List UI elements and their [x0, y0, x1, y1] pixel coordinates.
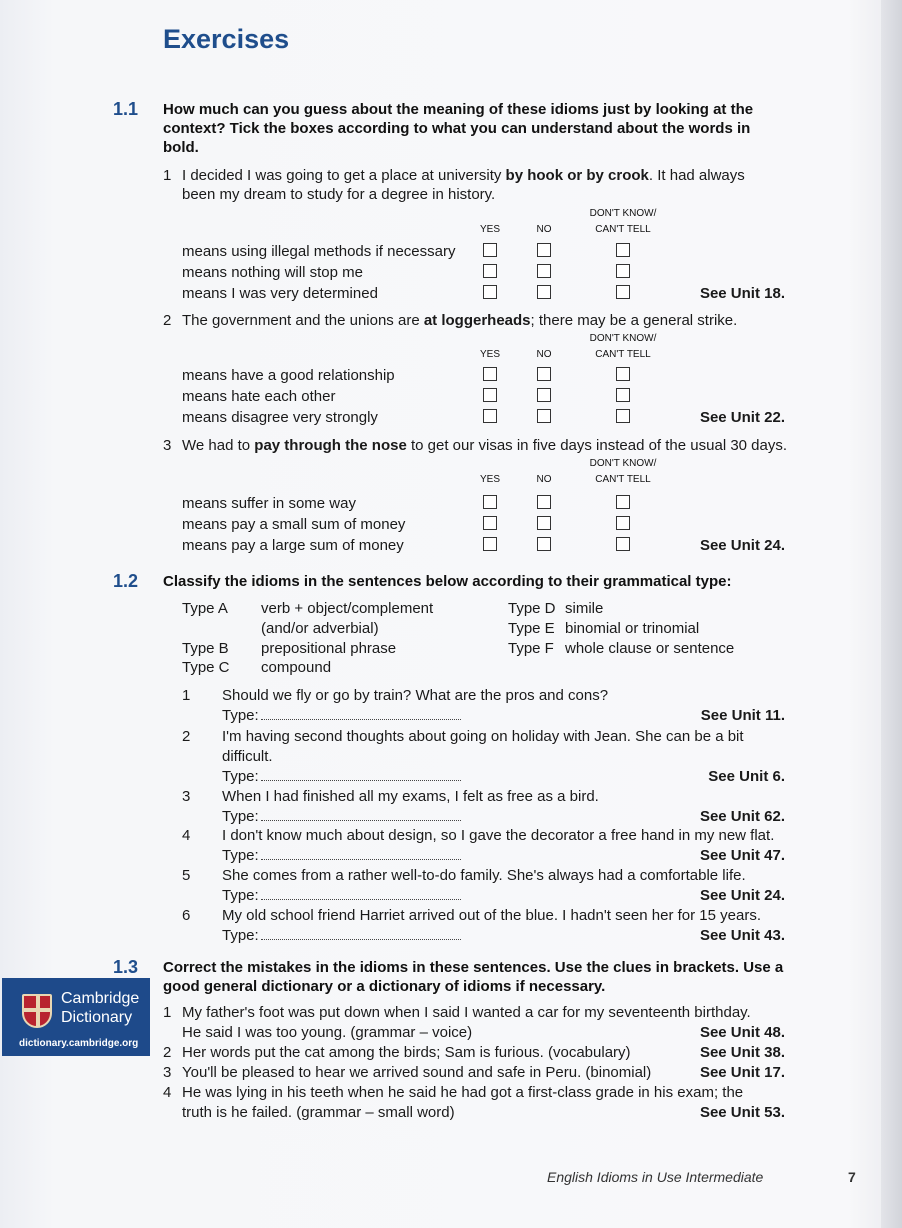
checkbox-yes[interactable]	[483, 367, 497, 381]
exercise-instruction	[163, 958, 783, 996]
instruction-line: How much can you guess about the meaning of these idioms just by looking at the	[163, 101, 754, 118]
checkbox-no[interactable]	[537, 264, 551, 278]
header-dont-know: DON'T KNOW/	[589, 333, 657, 344]
see-unit: See Unit 22.	[699, 409, 785, 426]
checkbox-dk[interactable]	[616, 409, 630, 423]
option-text: means have a good relationship	[182, 367, 395, 384]
checkbox-dk[interactable]	[616, 516, 630, 530]
sentence-text: The government and the unions are	[182, 312, 424, 329]
option-text: means suffer in some way	[182, 495, 356, 512]
header-no: NO	[536, 349, 552, 360]
item-sentence: I'm having second thoughts about going on holiday with Jean. She can be a bit	[222, 728, 744, 745]
type-label: Type:	[222, 847, 259, 864]
see-unit: See Unit 11.	[700, 707, 785, 724]
type-label: Type D	[508, 600, 556, 617]
checkbox-no[interactable]	[537, 495, 551, 509]
page-number: 7	[848, 1169, 856, 1185]
item-sentence-cont: truth is he failed. (grammar – small word)	[182, 1104, 455, 1121]
type-answer-line	[222, 767, 461, 786]
item-sentence: When I had finished all my exams, I felt as free as a bird.	[222, 788, 599, 805]
item-number: 1	[182, 687, 191, 704]
checkbox-yes[interactable]	[483, 243, 497, 257]
item-number: 2	[163, 1044, 172, 1061]
header-cant-tell: CAN'T TELL	[595, 349, 651, 360]
instruction-line: Correct the mistakes in the idioms in these sentences. Use the clues in brackets. Use a	[163, 959, 784, 976]
item-sentence: Her words put the cat among the birds; Sam is furious. (vocabulary)	[182, 1044, 631, 1061]
header-yes: YES	[479, 474, 500, 485]
exercise-instruction	[163, 100, 753, 157]
header-dont-know: DON'T KNOW/	[589, 458, 657, 469]
checkbox-dk[interactable]	[616, 243, 630, 257]
type-label: Type F	[508, 640, 554, 657]
idiom-bold: by hook or by crook	[505, 167, 649, 184]
item-number: 3	[182, 788, 191, 805]
item-sentence-cont: difficult.	[222, 748, 273, 765]
type-text: binomial or trinomial	[565, 620, 700, 637]
option-text: means pay a large sum of money	[182, 537, 404, 554]
header-dont-know: DON'T KNOW/	[589, 208, 657, 219]
checkbox-dk[interactable]	[616, 285, 630, 299]
checkbox-no[interactable]	[537, 243, 551, 257]
see-unit: See Unit 24.	[699, 887, 785, 904]
item-sentence	[182, 311, 737, 330]
checkbox-no[interactable]	[537, 537, 551, 551]
item-sentence	[182, 166, 745, 185]
checkbox-yes[interactable]	[483, 264, 497, 278]
checkbox-dk[interactable]	[616, 495, 630, 509]
crest-icon	[22, 994, 52, 1028]
item-number: 1	[163, 1004, 172, 1021]
see-unit: See Unit 18.	[699, 285, 785, 302]
item-sentence-cont: He said I was too young. (grammar – voice)	[182, 1024, 473, 1041]
type-text: whole clause or sentence	[565, 640, 735, 657]
idiom-bold: at loggerheads	[423, 312, 531, 329]
exercise-number: 1.2	[113, 571, 139, 591]
type-label: Type E	[508, 620, 555, 637]
checkbox-no[interactable]	[537, 388, 551, 402]
see-unit: See Unit 53.	[699, 1104, 785, 1121]
item-sentence: She comes from a rather well-to-do family. She's always had a comfortable life.	[222, 867, 746, 884]
header-no: NO	[536, 474, 552, 485]
logo-line: Cambridge	[61, 990, 140, 1007]
option-text: means nothing will stop me	[182, 264, 363, 281]
type-label: Type:	[222, 768, 259, 785]
book-title-footer: English Idioms in Use Intermediate	[547, 1169, 764, 1185]
checkbox-dk[interactable]	[616, 367, 630, 381]
option-text: means disagree very strongly	[182, 409, 378, 426]
item-sentence	[182, 436, 787, 455]
header-yes: YES	[479, 224, 500, 235]
logo-url: dictionary.cambridge.org	[19, 1038, 139, 1049]
sentence-text: I decided I was going to get a place at university	[182, 167, 506, 184]
see-unit: See Unit 6.	[708, 768, 785, 785]
type-answer-line	[222, 706, 461, 725]
type-text: prepositional phrase	[261, 640, 397, 657]
option-text: means I was very determined	[182, 285, 378, 302]
item-number: 1	[163, 167, 172, 184]
sentence-text: We had to	[182, 437, 255, 454]
checkbox-yes[interactable]	[483, 409, 497, 423]
checkbox-dk[interactable]	[616, 264, 630, 278]
see-unit: See Unit 62.	[699, 808, 785, 825]
answer-blank[interactable]	[261, 807, 461, 821]
header-cant-tell: CAN'T TELL	[595, 224, 651, 235]
answer-blank[interactable]	[261, 706, 461, 720]
instruction-line: context? Tick the boxes according to what you can understand about the words in	[163, 120, 751, 137]
item-number: 5	[182, 867, 191, 884]
header-cant-tell: CAN'T TELL	[595, 474, 651, 485]
checkbox-dk[interactable]	[616, 388, 630, 402]
type-label: Type A	[182, 600, 228, 617]
sentence-text: . It had always	[648, 167, 745, 184]
answer-blank[interactable]	[261, 846, 461, 860]
answer-blank[interactable]	[261, 886, 461, 900]
item-number: 2	[182, 728, 191, 745]
item-sentence: Should we fly or go by train? What are the pros and cons?	[222, 687, 609, 704]
instruction-line: good general dictionary or a dictionary of idioms if necessary.	[163, 978, 606, 995]
type-answer-line	[222, 846, 461, 865]
item-number: 4	[163, 1084, 172, 1101]
checkbox-no[interactable]	[537, 367, 551, 381]
type-answer-line	[222, 886, 461, 905]
item-sentence-cont: been my dream to study for a degree in history.	[182, 186, 496, 203]
option-text: means hate each other	[182, 388, 336, 405]
type-text: verb + object/complement	[261, 600, 434, 617]
sentence-text: ; there may be a general strike.	[530, 312, 738, 329]
checkbox-yes[interactable]	[483, 285, 497, 299]
header-yes: YES	[479, 349, 500, 360]
type-text: (and/or adverbial)	[261, 620, 379, 637]
item-sentence: I don't know much about design, so I gave the decorator a free hand in my new flat.	[222, 827, 775, 844]
checkbox-yes[interactable]	[483, 388, 497, 402]
type-text: compound	[261, 659, 332, 676]
item-number: 2	[163, 312, 172, 329]
see-unit: See Unit 47.	[699, 847, 785, 864]
item-sentence: You'll be pleased to hear we arrived sound and safe in Peru. (binomial)	[182, 1064, 652, 1081]
checkbox-yes[interactable]	[483, 537, 497, 551]
type-answer-line	[222, 926, 461, 945]
exercise-number: 1.3	[113, 957, 139, 977]
type-label: Type:	[222, 887, 259, 904]
item-number: 3	[163, 437, 172, 454]
type-label: Type:	[222, 707, 259, 724]
item-sentence: My old school friend Harriet arrived out of the blue. I hadn't seen her for 15 years.	[222, 907, 761, 924]
see-unit: See Unit 48.	[699, 1024, 785, 1041]
item-number: 6	[182, 907, 191, 924]
exercise-number: 1.1	[113, 99, 139, 119]
see-unit: See Unit 17.	[699, 1064, 785, 1081]
see-unit: See Unit 38.	[699, 1044, 785, 1061]
instruction-line: bold.	[163, 139, 199, 156]
option-text: means pay a small sum of money	[182, 516, 406, 533]
item-sentence: My father's foot was put down when I said I wanted a car for my seventeenth birthday.	[182, 1004, 751, 1021]
checkbox-no[interactable]	[537, 285, 551, 299]
checkbox-no[interactable]	[537, 409, 551, 423]
type-label: Type:	[222, 808, 259, 825]
see-unit: See Unit 43.	[699, 927, 785, 944]
page-title: Exercises	[163, 24, 290, 54]
type-label: Type:	[222, 927, 259, 944]
sentence-text: to get our visas in five days instead of the usual 30 days.	[406, 437, 788, 454]
logo-line: Dictionary	[61, 1009, 133, 1026]
header-no: NO	[536, 224, 552, 235]
see-unit: See Unit 24.	[699, 537, 785, 554]
option-text: means using illegal methods if necessary	[182, 243, 456, 260]
answer-blank[interactable]	[261, 926, 461, 940]
cambridge-dictionary-logo	[2, 978, 150, 1056]
item-number: 4	[182, 827, 191, 844]
exercise-instruction: Classify the idioms in the sentences below according to their grammatical type:	[163, 573, 732, 590]
type-label: Type B	[182, 640, 229, 657]
type-answer-line	[222, 807, 461, 826]
item-sentence: He was lying in his teeth when he said he had got a first-class grade in his exam; the	[182, 1084, 744, 1101]
idiom-bold: pay through the nose	[254, 437, 407, 454]
checkbox-yes[interactable]	[483, 516, 497, 530]
type-text: simile	[565, 600, 604, 617]
item-number: 3	[163, 1064, 172, 1081]
checkbox-no[interactable]	[537, 516, 551, 530]
checkbox-dk[interactable]	[616, 537, 630, 551]
page-edge	[881, 0, 902, 1228]
answer-blank[interactable]	[261, 767, 461, 781]
checkbox-yes[interactable]	[483, 495, 497, 509]
type-label: Type C	[182, 659, 230, 676]
